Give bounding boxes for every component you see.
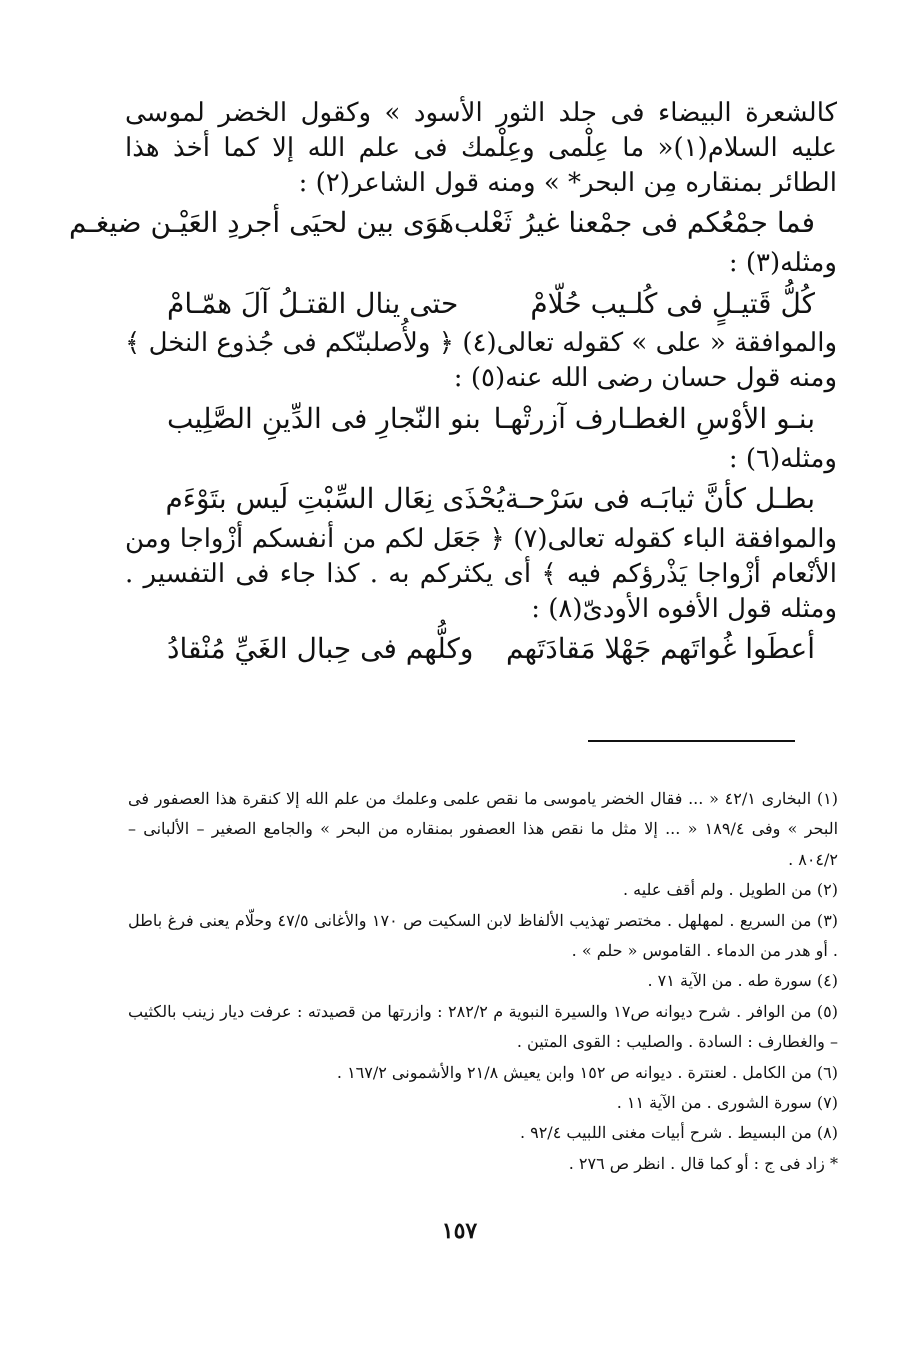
verse-5-second-hemistich: وكلُّهم فى حِبال الغَيِّ مُنْقادُ bbox=[167, 632, 474, 666]
paragraph-2: ومثله(٣) : bbox=[728, 248, 837, 278]
verse-2-first-hemistich: كُلُّ قَتيـلٍ فى كُلـيب حُلّامْ bbox=[530, 286, 815, 320]
verse-3-first-hemistich: بنـو الأوْسِ الغطـارف آزرتْهـا bbox=[493, 402, 815, 435]
verse-2 bbox=[125, 285, 837, 323]
verse-1-second-hemistich: هَوَى بين لحيَى أجردِ العَيْـن ضيغـم bbox=[69, 206, 454, 240]
verse-3-second-hemistich: بنو النّجارِ فى الدِّينِ الصَّلِيب bbox=[167, 402, 481, 435]
footnote-6: (٦) من الكامل . لعنترة . ديوانه ص ١٥٢ وابن يعيش ٢١/٨ والأشمونى ١٦٧/٢ . bbox=[336, 1062, 838, 1082]
verse-4-second-hemistich: يُحْذَى نِعَال السِّبْتِ لَيس بتَوْءَم bbox=[165, 482, 505, 516]
paragraph-4: ومثله(٦) : bbox=[728, 443, 837, 474]
footnote-8: (٨) من البسيط . شرح أبيات مغنى اللبيب ٩٢/٤ . bbox=[519, 1123, 838, 1143]
paragraph-5: والموافقة الباء كقوله تعالى(٧) ﴿ جَعَل لكم من أنفسكم أزْواجا ومن الأنْعام أزْواجا يَذْرؤكم فيه ﴾ أى يكثركم به . كذا جاء فى التفسير . ومثله قول الأفوه الأودىّ(٨) : bbox=[125, 523, 837, 624]
verse-1-first-hemistich: فما جمْعُكم فى جمْعنا غيرُ ثَعْلب bbox=[453, 206, 815, 240]
footnote-asterisk: * زاد فى ج : أو كما قال . انظر ص ٢٧٦ . bbox=[568, 1153, 838, 1173]
paragraph-3: والموافقة « على » كقوله تعالى(٤) ﴿ ولأُصلبنّكم فى جُذوع النخل ﴾ ومنه قول حسان رضى الله عنه(٥) : bbox=[125, 328, 837, 394]
verse-2-second-hemistich: حتى ينال القتـلُ آلَ همّـامْ bbox=[167, 286, 459, 320]
verse-5-first-hemistich: أعطَوا غُواتَهم جَهْلا مَقادَتَهم bbox=[505, 632, 815, 666]
footnote-3: (٣) من السريع . لمهلهل . مختصر تهذيب الألفاظ لابن السكيت ص ١٧٠ والأغانى ٤٧/٥ وحلّام يعنى فرغ باطل . أو هدر من الدماء . القاموس « حلم » . bbox=[128, 910, 839, 960]
footnote-1: (١) البخارى ٤٢/١ « ... فقال الخضر ياموسى ما نقص علمى وعلمك من علم الله إلا كنقرة هذا العصفور فى البحر » وفى ١٨٩/٤ « ... إلا مثل ما نقص هذا العصفور بمنقاره من البحر » والجامع الصغير – الألبانى – ٨٠٤/٢ . bbox=[128, 789, 839, 869]
verse-3 bbox=[125, 400, 837, 438]
verse-4 bbox=[125, 480, 837, 518]
footnote-divider bbox=[588, 740, 795, 742]
footnote-4: (٤) سورة طه . من الآية ٧١ . bbox=[647, 971, 838, 991]
main-text bbox=[69, 96, 837, 672]
verse-1 bbox=[69, 204, 837, 242]
footnote-2: (٢) من الطويل . ولم أقف عليه . bbox=[622, 880, 838, 900]
footnote-7: (٧) سورة الشورى . من الآية ١١ . bbox=[616, 1092, 838, 1112]
verse-4-first-hemistich: بطـل كأنَّ ثيابَـه فى سَرْحـة bbox=[504, 482, 815, 516]
verse-5 bbox=[125, 630, 837, 668]
paragraph-1: كالشعرة البيضاء فى جلد الثور الأسود » وكقول الخضر لموسى عليه السلام(١)« ما عِلْمى وعِلْمك فى علم الله إلا كما أخذ هذا الطائر بمنقاره مِن البحر* » ومنه قول الشاعر(٢) : bbox=[125, 98, 837, 198]
footnotes bbox=[128, 784, 838, 1179]
page-number: ١٥٧ bbox=[441, 1218, 478, 1244]
footnote-5: (٥) من الوافر . شرح ديوانه ص١٧ والسيرة النبوية م ٢٨٢/٢ : وازرتها من قصيدته : عرفت ديار زينب بالكثيب – والغطارف : السادة . والصليب : القوى المتين . bbox=[128, 1001, 839, 1052]
